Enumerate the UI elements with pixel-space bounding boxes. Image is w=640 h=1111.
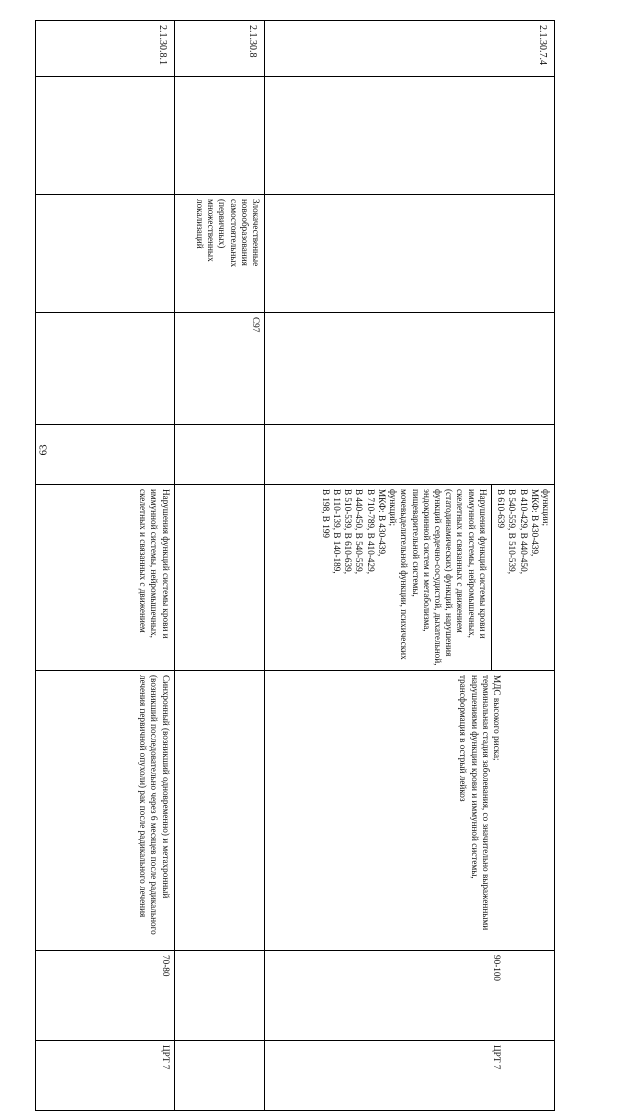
characteristics-cell xyxy=(265,671,555,951)
percent-cell xyxy=(174,951,264,1041)
table-row xyxy=(265,21,555,1111)
page-number: 63 xyxy=(37,444,50,456)
diagnosis-group-cell xyxy=(265,77,555,195)
characteristics-text: МДС высокого риска; терминальная стадия заболевания, со значительно выраженными нарушениями функции крови и иммунной системы, трансформация в острый лейкоз xyxy=(458,675,502,931)
nosology-cell xyxy=(36,195,175,313)
empty-cell xyxy=(174,425,264,485)
row-code: 2.1.30.7.4 xyxy=(265,21,555,77)
rule-cell xyxy=(265,1041,555,1111)
functions-cell xyxy=(265,485,555,671)
table-row xyxy=(36,21,175,1111)
characteristics-cell xyxy=(174,671,264,951)
disability-criteria-table xyxy=(35,20,555,1111)
empty-cell xyxy=(265,425,555,485)
percent-text: 90-100 xyxy=(492,955,502,982)
functions-cell: Нарушения функций системы крови и иммунной системы, нейромышечных, скелетных и связанных с движением xyxy=(36,485,175,671)
empty-cell xyxy=(36,425,175,485)
rule-cell xyxy=(174,1041,264,1111)
rule-text: ЦРТ 7 xyxy=(492,1045,502,1070)
functions-continued-text: функции; МКФ: В 430-439, В 410-429, В 440-450, В 540-559, В 510-539, В 610-639 xyxy=(496,489,551,574)
row-divider xyxy=(491,485,492,670)
icd-cell xyxy=(36,313,175,425)
functions-cell xyxy=(174,485,264,671)
rotated-table-container xyxy=(35,20,555,1070)
icd-cell: С97 xyxy=(174,313,264,425)
characteristics-cell: Синхронный (возникший одновременно) и метахронный (возникший последовательно через 6 месяцев после радикального лечения первичной опухоли) рак после радикального лечения xyxy=(36,671,175,951)
rule-cell: ЦРТ 7 xyxy=(36,1041,175,1111)
diagnosis-group-cell xyxy=(174,77,264,195)
icd-cell xyxy=(265,313,555,425)
table-row xyxy=(174,21,264,1111)
row-code: 2.1.30.8.1 xyxy=(36,21,175,77)
percent-cell: 70-80 xyxy=(36,951,175,1041)
nosology-cell: Злокачественные новообразования самостоятельных (первичных) множественных локализаций xyxy=(174,195,264,313)
functions-text: Нарушения функций системы крови и иммунной системы, нейромышечных, скелетных и связанных с движением (статодинамических) функций, нарушения функций сердечно-сосудистой, дыхательной, эндокринной систем и метаболизма, пищеварительной системы, мочевыделительной функции, психических функций; МКФ: В 430-439, В 710-789, В 410-429, В 440-450, В 540-559, В 510-539, В 610-639, В 110-139, В 140-189, В 198, В 199 xyxy=(320,489,488,666)
nosology-cell xyxy=(265,195,555,313)
percent-cell xyxy=(265,951,555,1041)
diagnosis-group-cell xyxy=(36,77,175,195)
row-code: 2.1.30.8 xyxy=(174,21,264,77)
